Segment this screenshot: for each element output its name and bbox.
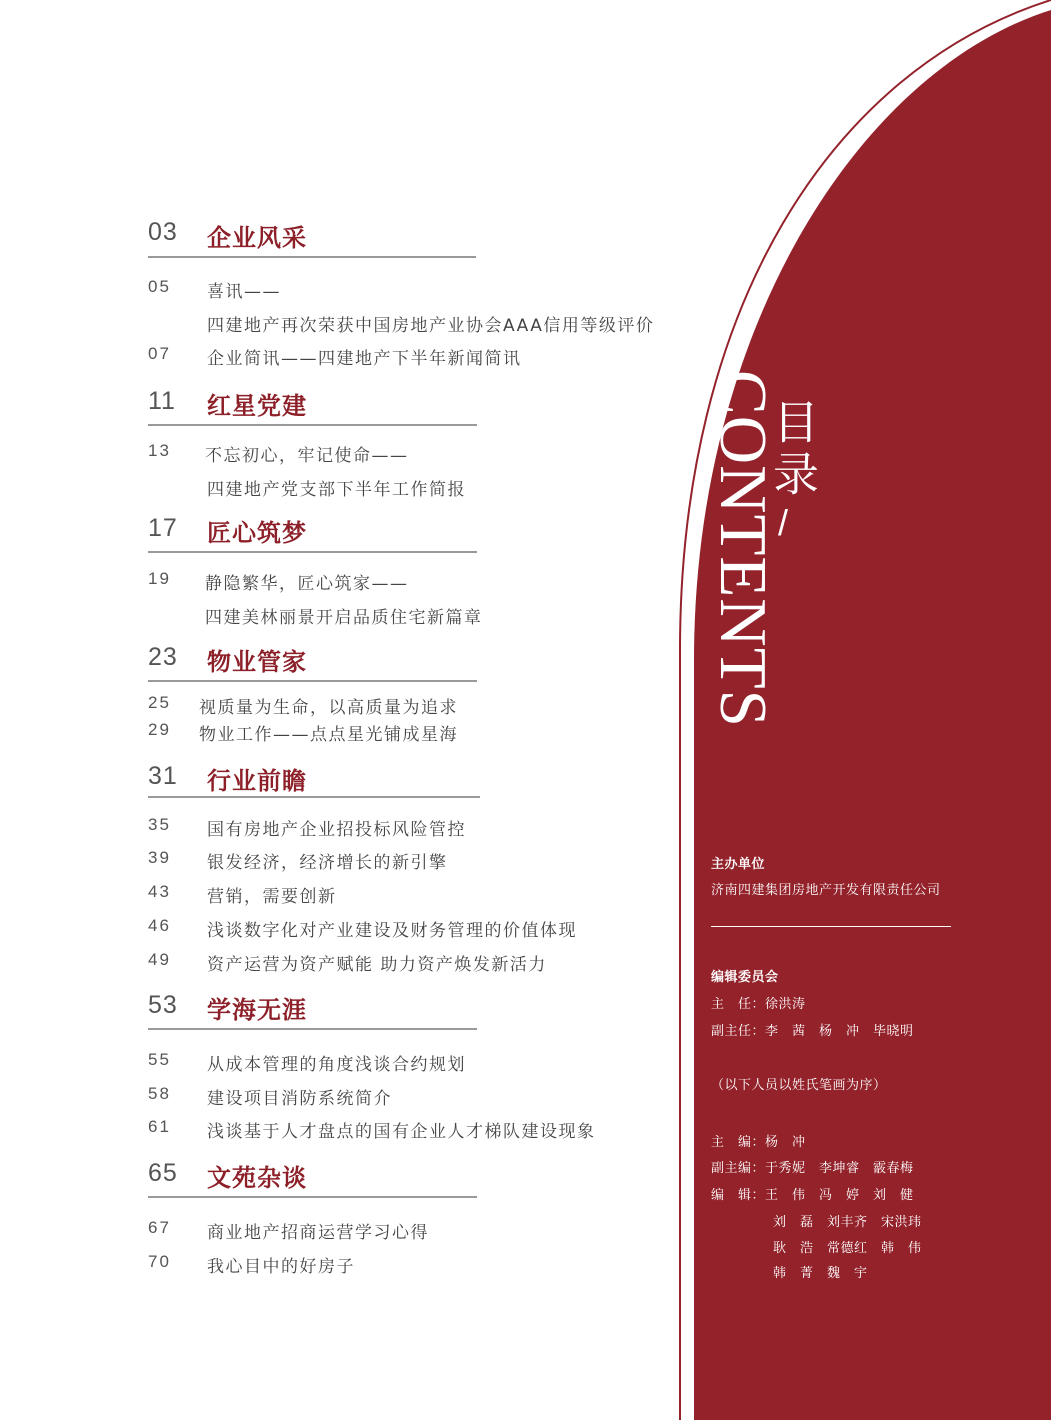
section-title: 行业前瞻 [207, 767, 307, 795]
panel-divider [711, 926, 951, 927]
item-title: 企业简讯——四建地产下半年新闻简讯 [207, 349, 522, 369]
item-page-number: 19 [148, 569, 171, 588]
item-page-number: 05 [148, 277, 171, 296]
section-divider [148, 424, 477, 426]
item-title: 建设项目消防系统简介 [207, 1089, 392, 1109]
item-page-number: 49 [148, 950, 171, 969]
item-page-number: 67 [148, 1218, 171, 1237]
deputy-chief-editor: 副主编：于秀妮 李坤睿 霰春梅 [711, 1161, 914, 1176]
section-number: 65 [148, 1159, 178, 1187]
editors-line: 耿 浩 常德红 韩 伟 [773, 1241, 922, 1256]
item-title: 营销，需要创新 [207, 887, 337, 907]
section-divider [148, 796, 480, 798]
item-title: 不忘初心，牢记使命—— [205, 446, 409, 466]
item-page-number: 35 [148, 815, 171, 834]
item-page-number: 58 [148, 1084, 171, 1103]
section-title: 文苑杂谈 [207, 1164, 307, 1192]
section-number: 17 [148, 514, 178, 542]
item-title: 商业地产招商运营学习心得 [207, 1223, 429, 1243]
contents-heading-en: CONTENTS [706, 370, 780, 728]
chief-editor: 主 编：杨 冲 [711, 1135, 806, 1150]
item-title: 视质量为生命，以高质量为追求 [199, 698, 458, 718]
item-title: 静隐繁华，匠心筑家—— [205, 574, 409, 594]
item-title-line2: 四建地产党支部下半年工作简报 [207, 480, 466, 500]
item-page-number: 70 [148, 1252, 171, 1271]
contents-heading-cn: 目录 [766, 398, 820, 502]
item-title: 我心目中的好房子 [207, 1257, 355, 1277]
section-divider [148, 256, 476, 258]
director: 主 任：徐洪涛 [711, 997, 806, 1012]
section-number: 31 [148, 762, 178, 790]
section-number: 03 [148, 218, 178, 246]
item-title: 浅谈数字化对产业建设及财务管理的价值体现 [207, 921, 577, 941]
item-title: 浅谈基于人才盘点的国有企业人才梯队建设现象 [207, 1122, 596, 1142]
section-number: 23 [148, 643, 178, 671]
item-title: 银发经济，经济增长的新引擎 [207, 853, 448, 873]
editors-line: 编 辑：王 伟 冯 婷 刘 健 [711, 1188, 914, 1203]
sponsor-label: 主办单位 [711, 857, 766, 872]
item-page-number: 43 [148, 882, 171, 901]
editors-line: 韩 菁 魏 宇 [773, 1266, 868, 1281]
item-title: 喜讯—— [207, 282, 281, 302]
section-divider [148, 1028, 477, 1030]
section-divider [148, 1196, 477, 1198]
section-title: 学海无涯 [207, 996, 307, 1024]
item-page-number: 07 [148, 344, 171, 363]
item-page-number: 29 [148, 720, 171, 739]
section-title: 红星党建 [207, 392, 307, 420]
heading-slash: / [778, 502, 789, 543]
item-page-number: 61 [148, 1117, 171, 1136]
item-title-line2: 四建美林丽景开启品质住宅新篇章 [205, 608, 483, 628]
section-divider [148, 551, 477, 553]
item-page-number: 46 [148, 916, 171, 935]
section-title: 物业管家 [207, 648, 307, 676]
order-note: （以下人员以姓氏笔画为序） [711, 1078, 887, 1093]
sponsor-name: 济南四建集团房地产开发有限责任公司 [711, 883, 941, 898]
item-title: 资产运营为资产赋能 助力资产焕发新活力 [207, 955, 547, 975]
item-page-number: 25 [148, 693, 171, 712]
item-page-number: 39 [148, 848, 171, 867]
section-title: 匠心筑梦 [207, 519, 307, 547]
item-title: 从成本管理的角度浅谈合约规划 [207, 1055, 466, 1075]
section-title: 企业风采 [207, 224, 307, 252]
item-page-number: 55 [148, 1050, 171, 1069]
editors-line: 刘 磊 刘丰齐 宋洪玮 [773, 1215, 922, 1230]
section-number: 53 [148, 991, 178, 1019]
section-number: 11 [148, 387, 176, 415]
deputy-director: 副主任：李 茜 杨 冲 毕晓明 [711, 1024, 914, 1039]
committee-label: 编辑委员会 [711, 970, 779, 985]
item-title: 国有房地产企业招投标风险管控 [207, 820, 466, 840]
section-divider [148, 680, 477, 682]
item-page-number: 13 [148, 441, 171, 460]
item-title-line2: 四建地产再次荣获中国房地产业协会AAA信用等级评价 [207, 316, 655, 336]
item-title: 物业工作——点点星光铺成星海 [199, 725, 458, 745]
